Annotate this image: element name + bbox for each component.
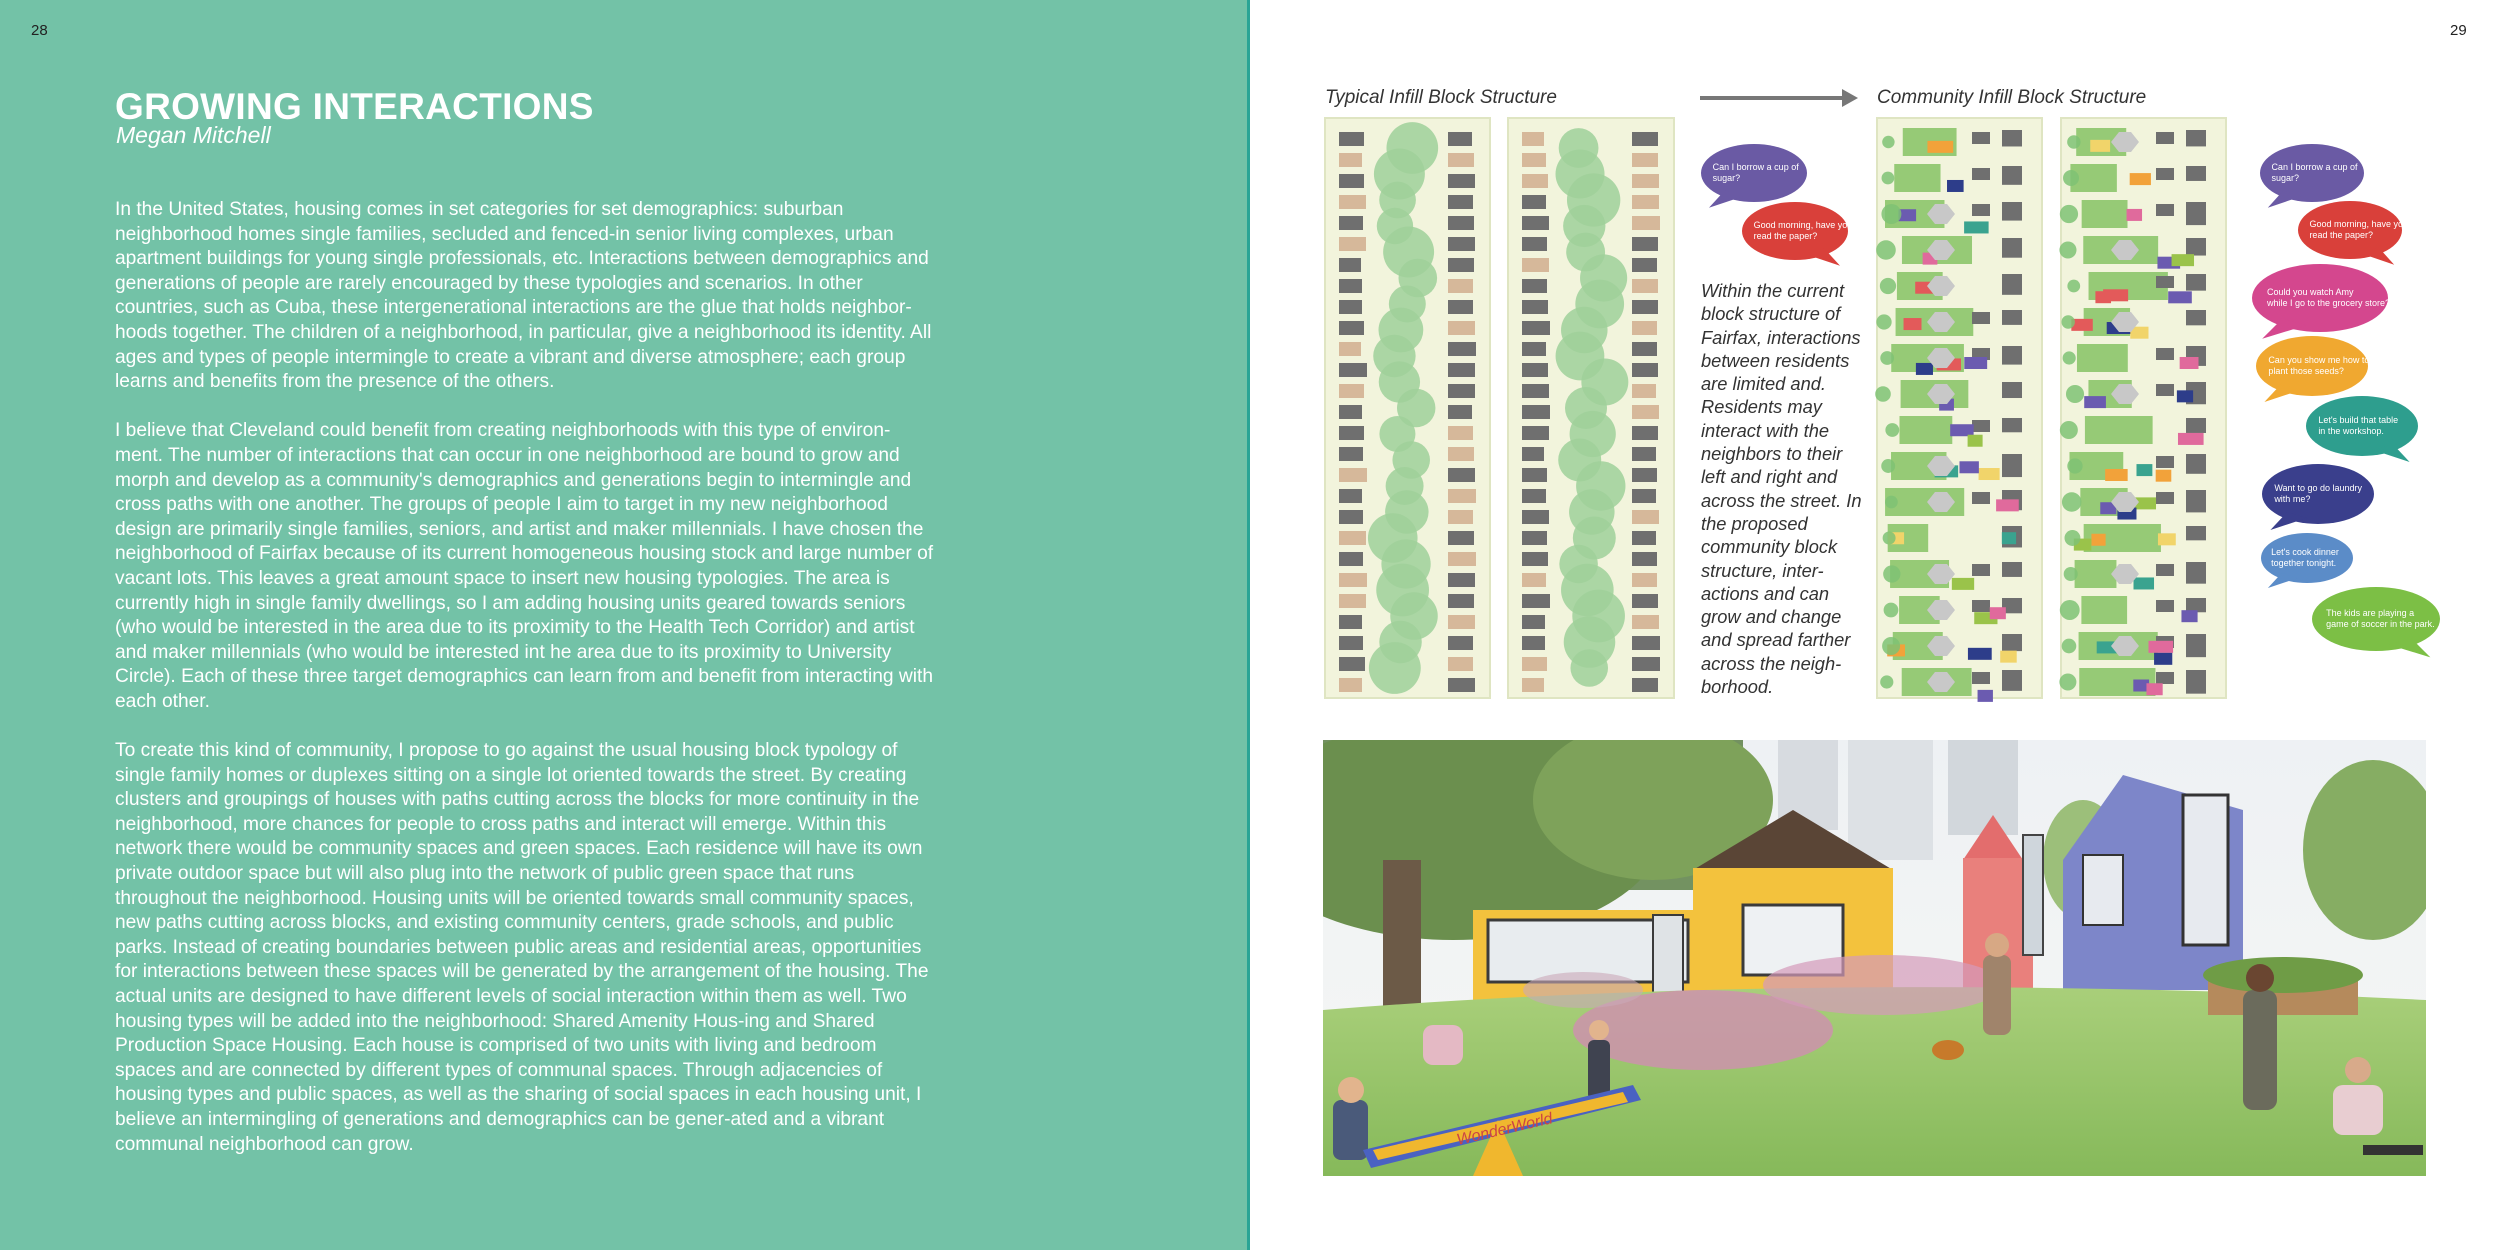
house <box>1448 447 1474 461</box>
caption-typical-block: Typical Infill Block Structure <box>1325 87 1557 108</box>
community-unit <box>2180 357 2199 369</box>
house <box>1448 405 1472 419</box>
house <box>2156 492 2174 504</box>
house <box>1522 363 1548 377</box>
tree <box>2061 315 2074 328</box>
house <box>1448 657 1473 671</box>
community-unit <box>1916 363 1933 375</box>
house <box>1339 153 1362 167</box>
paragraph: To create this kind of community, I propose to go against the usual housing block typology of single family homes or duplexes sitting on a single lot oriented towards the street. By creating clusters and groupings of houses with paths cutting across the blocks for more continuity in the neighborhood, more chances for people to cross paths and interact will emerge. Within this network there would be community spaces and green spaces. Each residence will have its own private outdoor space but will also plug into the network of public green space that runs throughout the neighborhood. Housing units will be oriented towards small community spaces, new paths cutting across blocks, and existing community centers, grade schools, and public parks. Instead of creating boundaries between public areas and residential areas, opportunities for interactions between these spaces will be generated by the arrangement of the housing. The actual units are designed to have different levels of social interaction within them as well. Two housing types will be added into the neighborhood: Shared Amenity Hous-ing and Shared Production Space Housing. Each house is comprised of two units with living and bedroom spaces and are connected by different types of communal spaces. Through adjacencies of housing types and public spaces, as well as the sharing of social spaces in each housing unit, I believe an intermingling of generations and demographics can be gener-ated and a vibrant communal neighborhood can grow. <box>115 740 929 1155</box>
tree <box>2063 170 2079 186</box>
house <box>1448 531 1474 545</box>
community-unit <box>2172 254 2194 266</box>
house <box>1339 405 1362 419</box>
community-unit <box>2136 464 2152 476</box>
green-space <box>2085 416 2153 444</box>
house <box>1972 168 1990 180</box>
house <box>1632 279 1658 293</box>
house <box>1522 237 1547 251</box>
house <box>2002 130 2022 146</box>
house <box>1339 279 1362 293</box>
house <box>1339 426 1364 440</box>
house <box>1522 615 1545 629</box>
community-unit <box>2168 291 2192 303</box>
community-block <box>2059 118 2226 698</box>
community-unit <box>2154 653 2172 665</box>
tree <box>1880 351 1894 365</box>
house <box>2186 274 2206 291</box>
paragraph: In the United States, housing comes in set categories for set demographics: suburban neighborhood homes single families, secluded and fenced-in senior living complexes, urban apartment buildings for young single professionals, etc. Interactions between demographics and generations of people are rarely encouraged by these typologies and scenarios. In other countries, such as Cuba, these intergenerational interactions are the glue that holds neighbor-hoods together. The children of a neighborhood, in particular, give a neighborhood its identity. All ages and types of people intermingle to create a vibrant and diverse atmosphere; each group learns and benefits from the presence of the others. <box>115 199 932 393</box>
speech-bubble <box>1701 144 1807 208</box>
green-space <box>1899 416 1952 444</box>
article-title: GROWING INTERACTIONS <box>115 86 594 127</box>
house <box>1522 384 1549 398</box>
tree <box>2059 673 2076 690</box>
community-block <box>1875 118 2042 702</box>
tree <box>1882 637 1900 655</box>
tree <box>2062 492 2082 512</box>
house <box>1632 405 1659 419</box>
house <box>1632 342 1657 356</box>
house <box>1339 657 1365 671</box>
tree <box>2066 385 2084 403</box>
house <box>1522 258 1549 272</box>
house <box>1522 510 1549 524</box>
house <box>1339 447 1363 461</box>
house <box>1522 657 1547 671</box>
house <box>1448 636 1473 650</box>
house <box>1972 600 1990 612</box>
community-unit <box>1950 424 1973 436</box>
house <box>1339 678 1362 692</box>
community-unit <box>2177 390 2193 402</box>
house <box>2002 454 2022 477</box>
house <box>1339 489 1362 503</box>
community-unit <box>2146 683 2162 695</box>
tree <box>2064 567 2078 581</box>
tree <box>2063 351 2076 364</box>
house <box>1522 300 1548 314</box>
community-unit <box>2002 532 2016 544</box>
bubble-text: Could you watch Amy while I go to the grocery store? <box>2266 287 2391 308</box>
house <box>2186 670 2206 694</box>
house <box>1632 132 1658 146</box>
house <box>2186 202 2206 225</box>
house <box>1632 174 1659 188</box>
house <box>1339 258 1361 272</box>
house <box>1632 468 1657 482</box>
house <box>1522 216 1549 230</box>
house <box>1522 153 1546 167</box>
house <box>1448 279 1473 293</box>
tree <box>1876 240 1896 260</box>
house <box>2156 672 2174 684</box>
house <box>1632 258 1657 272</box>
bubble-text: Want to go do laundry with me? <box>2274 483 2363 504</box>
community-unit <box>2181 610 2197 622</box>
house <box>1448 678 1475 692</box>
house <box>1448 300 1473 314</box>
speech-bubble <box>2260 144 2364 208</box>
house <box>2156 168 2174 180</box>
house <box>1632 300 1658 314</box>
speech-bubble <box>1742 202 1852 266</box>
house <box>1972 420 1990 432</box>
bubble-text: Good morning, have you read the paper? <box>2309 219 2409 240</box>
community-unit <box>2127 209 2142 221</box>
house <box>2002 166 2022 185</box>
green-space <box>2081 596 2127 624</box>
tree <box>1876 314 1891 329</box>
house <box>1522 678 1544 692</box>
tree <box>2062 639 2077 654</box>
house <box>1632 216 1660 230</box>
tree <box>1881 204 1901 224</box>
house <box>1339 237 1366 251</box>
house <box>2002 274 2022 295</box>
house <box>1448 426 1473 440</box>
green-space <box>2077 344 2128 372</box>
house <box>2156 600 2174 612</box>
house <box>1632 363 1658 377</box>
house <box>2002 562 2022 577</box>
house <box>1522 447 1544 461</box>
house <box>1448 510 1473 524</box>
house <box>1522 468 1547 482</box>
tree <box>1882 136 1894 148</box>
house <box>1339 342 1361 356</box>
speech-bubble <box>2252 264 2390 339</box>
house <box>2002 310 2022 325</box>
house <box>1448 552 1476 566</box>
house <box>1632 447 1656 461</box>
tree <box>1880 675 1893 688</box>
paragraph: I believe that Cleveland could benefit from creating neighborhoods with this type of environ-ment. The number of interactions that can occur in one neighborhood are bound to grow and morph and develop as a community's demographics and generations begin to intermingle and cross paths with one another. The groups of people I aim to target in my new neighborhood design are primarily single families, seniors, and artist and maker millennials. I have chosen the neighborhood of Fairfax because of its current homogeneous housing stock and large number of vacant lots. This leaves a great amount space to insert new housing typologies. The area is currently high in single family dwellings, so I am adding housing units geared towards seniors (who would be interested in the area due to its proximity to the Health Tech Corridor) and artist and maker millennials (who would be interested int he area due to its proximity to University Circle). Each of these three target demographics can learn from and benefit from interacting with each other. <box>115 420 934 712</box>
house <box>1522 426 1549 440</box>
house <box>1522 489 1546 503</box>
community-unit <box>2000 651 2017 663</box>
house <box>1632 657 1660 671</box>
community-unit <box>1960 461 1979 473</box>
house <box>1339 321 1364 335</box>
community-unit <box>2090 140 2110 152</box>
tree <box>2060 421 2078 439</box>
house <box>1448 174 1475 188</box>
house <box>1972 204 1990 216</box>
community-unit <box>1952 578 1974 590</box>
green-space <box>2082 200 2128 228</box>
house <box>1339 636 1363 650</box>
tree <box>1880 278 1896 294</box>
house <box>1972 564 1990 576</box>
seesaw-text: WonderWorld <box>1455 1110 1555 1149</box>
house <box>1632 426 1658 440</box>
tree <box>1875 386 1891 402</box>
house <box>1632 237 1658 251</box>
green-space <box>2075 560 2117 588</box>
house <box>2186 418 2206 433</box>
house <box>2156 384 2174 396</box>
community-rendering-illustration <box>1323 740 2426 1176</box>
bubble-text: Let's cook dinner together tonight. <box>2271 547 2339 568</box>
house <box>1339 216 1363 230</box>
house <box>1448 237 1475 251</box>
tree <box>1885 423 1899 437</box>
community-unit <box>1979 468 2000 480</box>
house <box>2186 526 2206 540</box>
house <box>1448 384 1475 398</box>
house <box>1522 531 1547 545</box>
house <box>1339 552 1363 566</box>
house <box>1339 573 1367 587</box>
community-unit <box>2091 534 2105 546</box>
arrow-icon <box>1700 89 1858 107</box>
house <box>1632 552 1657 566</box>
tree <box>1883 532 1896 545</box>
community-unit <box>1968 648 1992 660</box>
house <box>2186 310 2206 325</box>
community-unit <box>2130 173 2151 185</box>
speech-bubble <box>2306 396 2418 462</box>
house <box>1339 363 1367 377</box>
house <box>1522 594 1550 608</box>
house <box>2186 634 2206 657</box>
house <box>1522 405 1550 419</box>
typical-block <box>1325 118 1490 698</box>
community-unit <box>2095 291 2111 303</box>
house <box>1632 153 1658 167</box>
house <box>1448 573 1475 587</box>
article-author: Megan Mitchell <box>116 122 271 148</box>
house <box>1522 279 1547 293</box>
house <box>1522 552 1548 566</box>
house <box>2186 166 2206 181</box>
house <box>2186 454 2206 474</box>
house <box>1339 468 1367 482</box>
house <box>1448 132 1472 146</box>
community-unit <box>2084 396 2106 408</box>
house <box>1339 594 1366 608</box>
plan-description: Within the current block structure of Fairfax, interactions between residents are limited and. Residents may interact with the neighbors to their left and right and across the street. In the proposed community block structure, inter-actions and can grow and change and spread farther across the neigh-borhood. <box>1701 280 1862 698</box>
community-unit <box>1964 357 1987 369</box>
house <box>1339 195 1366 209</box>
community-unit <box>1996 499 2019 511</box>
house <box>2186 490 2206 512</box>
house <box>1972 132 1990 144</box>
house <box>1972 312 1990 324</box>
house <box>1448 489 1476 503</box>
house <box>1448 195 1473 209</box>
caption-community-block: Community Infill Block Structure <box>1877 87 2147 108</box>
house <box>2156 204 2174 216</box>
bubble-text: Good morning, have you read the paper? <box>1753 220 1853 241</box>
tree <box>2067 280 2080 293</box>
house <box>2156 132 2174 144</box>
house <box>1522 174 1548 188</box>
house <box>1632 573 1657 587</box>
house <box>2156 348 2174 360</box>
house <box>1632 510 1659 524</box>
house <box>1339 531 1366 545</box>
house <box>1632 489 1656 503</box>
house <box>1448 363 1475 377</box>
tree <box>1883 565 1900 582</box>
house <box>2156 564 2174 576</box>
house <box>2156 276 2174 288</box>
house <box>1448 321 1475 335</box>
tree <box>2064 530 2080 546</box>
house <box>2156 456 2174 468</box>
tree <box>1369 642 1421 694</box>
community-unit <box>2178 433 2204 445</box>
house <box>1632 195 1659 209</box>
bubble-text: Can I borrow a cup of sugar? <box>1712 162 1799 183</box>
community-unit <box>1968 435 1983 447</box>
bubble-text: Can I borrow a cup of sugar? <box>2271 162 2358 183</box>
community-unit <box>2148 641 2173 653</box>
tree <box>1570 649 1608 687</box>
house <box>2002 382 2022 398</box>
bubble-text: The kids are playing a game of soccer in the park. <box>2326 608 2435 629</box>
community-unit <box>1904 318 1922 330</box>
tree <box>1885 496 1898 509</box>
speech-bubble <box>2298 201 2408 265</box>
page-number-right: 29 <box>2450 22 2467 39</box>
bubble-text: Let's build that table in the workshop. <box>2318 415 2399 436</box>
house <box>1339 174 1364 188</box>
community-unit <box>2156 470 2172 482</box>
house <box>1448 615 1475 629</box>
house <box>1448 153 1474 167</box>
community-unit <box>2105 469 2128 481</box>
house <box>1632 384 1656 398</box>
house <box>2186 562 2206 584</box>
house <box>1339 615 1362 629</box>
house <box>1632 531 1656 545</box>
community-unit <box>1964 221 1988 233</box>
tree <box>1882 172 1895 185</box>
house <box>2186 598 2206 612</box>
speech-bubble <box>2261 533 2353 588</box>
house <box>2002 202 2022 221</box>
house <box>1448 258 1474 272</box>
house <box>1339 384 1364 398</box>
tree <box>2067 458 2082 473</box>
house <box>1448 342 1476 356</box>
house <box>1339 510 1363 524</box>
house <box>1339 132 1364 146</box>
house <box>1522 342 1546 356</box>
house <box>2186 130 2206 146</box>
community-unit <box>1978 690 1993 702</box>
community-unit <box>2158 533 2176 545</box>
house <box>1632 321 1657 335</box>
tree <box>2067 135 2080 148</box>
house <box>2186 238 2206 256</box>
community-unit <box>1990 607 2006 619</box>
community-unit <box>2134 577 2155 589</box>
green-space <box>1894 164 1940 192</box>
house <box>1448 468 1475 482</box>
house <box>2002 418 2022 432</box>
tree <box>1884 603 1899 618</box>
community-unit <box>1927 141 1953 153</box>
house <box>1522 132 1544 146</box>
house <box>1632 594 1658 608</box>
house <box>1522 321 1550 335</box>
house <box>1632 636 1660 650</box>
house <box>1522 195 1546 209</box>
tree <box>2060 205 2078 223</box>
community-unit <box>1947 180 1964 192</box>
house <box>1339 300 1362 314</box>
typical-block <box>1508 118 1674 698</box>
tree <box>2060 600 2080 620</box>
speech-bubble <box>2256 336 2369 402</box>
tree <box>2059 241 2076 258</box>
house <box>1972 672 1990 684</box>
page-number-left: 28 <box>31 22 48 39</box>
house <box>1632 615 1659 629</box>
house <box>1522 636 1545 650</box>
house <box>1632 678 1658 692</box>
house <box>1522 573 1546 587</box>
speech-bubble <box>2262 464 2374 530</box>
tree <box>1881 459 1895 473</box>
house <box>2002 634 2022 651</box>
house <box>2002 670 2022 691</box>
house <box>1972 492 1990 504</box>
house <box>2002 238 2022 258</box>
house <box>1448 216 1474 230</box>
bubble-text: Can you show me how to plant those seeds? <box>2268 355 2370 376</box>
speech-bubble <box>2312 587 2440 657</box>
house <box>1448 594 1474 608</box>
house <box>2002 346 2022 365</box>
